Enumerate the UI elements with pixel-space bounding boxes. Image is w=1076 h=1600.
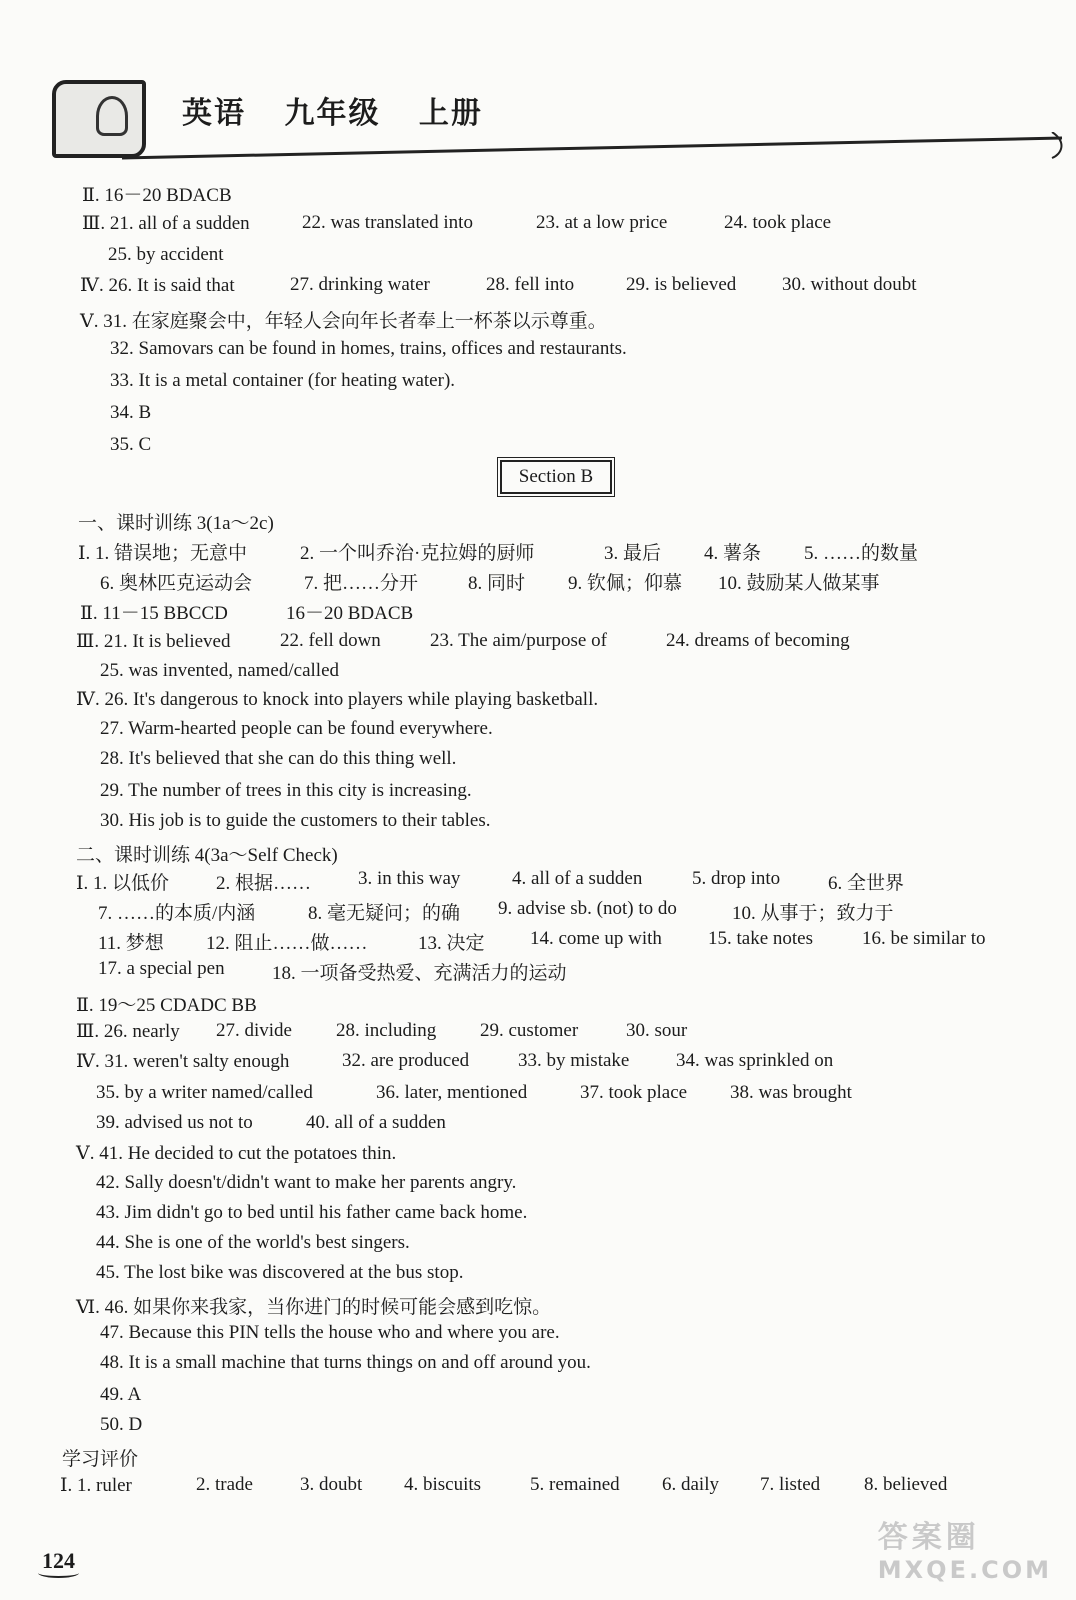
answer-item: 8. believed xyxy=(864,1474,948,1495)
answer-item: 37. took place xyxy=(580,1082,688,1103)
answer-item: 42. Sally doesn't/didn't want to make her parents angry. xyxy=(96,1172,517,1193)
answer-item: 29. customer xyxy=(480,1020,579,1041)
volume-label: 上册 xyxy=(418,96,483,131)
answer-item: Ⅴ. 41. He decided to cut the potatoes thin. xyxy=(76,1143,397,1164)
answer-item: 二、课时训练 4(3a～Self Check) xyxy=(76,845,338,866)
answer-item: 10. 从事于；致力于 xyxy=(732,903,894,924)
answer-item: 8. 同时 xyxy=(468,573,526,594)
answer-item: Ⅱ. 19～25 CDADC BB xyxy=(76,995,257,1016)
page-header xyxy=(52,74,1052,164)
answer-item: 3. doubt xyxy=(300,1474,363,1495)
answer-item: 6. daily xyxy=(662,1474,719,1495)
answer-item: 35. C xyxy=(110,434,152,455)
answer-item: 13. 决定 xyxy=(418,933,485,954)
answer-item: 4. biscuits xyxy=(404,1474,482,1495)
answer-item: Ⅲ. 26. nearly xyxy=(76,1021,180,1042)
answer-item: 38. was brought xyxy=(730,1082,852,1103)
answer-item: 33. by mistake xyxy=(518,1050,630,1071)
answer-item: 3. 最后 xyxy=(604,543,662,564)
answer-item: 5. remained xyxy=(530,1474,620,1495)
answer-item: 8. 毫无疑问；的确 xyxy=(308,903,461,924)
answer-item: 6. 奥林匹克运动会 xyxy=(100,573,253,594)
answer-item: 34. was sprinkled on xyxy=(676,1050,834,1071)
answer-item: Ⅴ. 31. 在家庭聚会中，年轻人会向年长者奉上一杯茶以示尊重。 xyxy=(80,311,607,332)
answer-item: 30. sour xyxy=(626,1020,688,1041)
answer-item: 15. take notes xyxy=(708,928,814,949)
answer-item: 7. ……的本质/内涵 xyxy=(98,903,256,924)
answer-item: 40. all of a sudden xyxy=(306,1112,446,1133)
answer-item: Ⅵ. 46. 如果你来我家，当你进门的时候可能会感到吃惊。 xyxy=(76,1297,552,1318)
answer-item: 25. was invented, named/called xyxy=(100,660,340,681)
answer-item: 24. took place xyxy=(724,212,832,233)
answer-item: 3. in this way xyxy=(358,868,461,889)
watermark-line2: MXQE.COM xyxy=(877,1556,1052,1584)
answer-item: 30. His job is to guide the customers to their tables. xyxy=(100,810,491,831)
answer-item: 12. 阻止……做…… xyxy=(206,933,368,954)
answer-item: 16. be similar to xyxy=(862,928,986,949)
answer-item: 18. 一项备受热爱、充满活力的运动 xyxy=(272,963,567,984)
answer-item: 50. D xyxy=(100,1414,143,1435)
answer-item: 2. trade xyxy=(196,1474,253,1495)
answer-item: Ⅰ. 1. 错误地；无意中 xyxy=(78,543,248,564)
answer-item: 4. all of a sudden xyxy=(512,868,643,889)
answer-item: 47. Because this PIN tells the house who and where you are. xyxy=(100,1322,560,1343)
answer-item: 35. by a writer named/called xyxy=(96,1082,313,1103)
answer-item: 43. Jim didn't go to bed until his father came back home. xyxy=(96,1202,528,1223)
answer-item: 6. 全世界 xyxy=(828,873,905,894)
answer-item: Ⅲ. 21. It is believed xyxy=(76,631,231,652)
answer-item: 11. 梦想 xyxy=(98,933,164,954)
answer-item: 32. are produced xyxy=(342,1050,470,1071)
answer-item: 4. 薯条 xyxy=(704,543,762,564)
subject-label: 英语 xyxy=(182,96,246,131)
answer-item: Ⅱ. 11－15 BBCCD xyxy=(80,603,228,624)
answer-item: 27. divide xyxy=(216,1020,292,1041)
answer-item: 10. 鼓励某人做某事 xyxy=(718,573,880,594)
answer-item: 7. listed xyxy=(760,1474,821,1495)
answer-item: 9. advise sb. (not) to do xyxy=(498,898,677,919)
answer-item: Ⅳ. 26. It's dangerous to knock into players while playing basketball. xyxy=(76,689,599,710)
answer-item: 学习评价 xyxy=(62,1449,139,1470)
answer-item: Ⅱ. 16－20 BDACB xyxy=(82,185,232,206)
answer-item: 29. is believed xyxy=(626,274,737,295)
watermark-line1: 答案圈 xyxy=(877,1520,980,1555)
answer-item: 16－20 BDACB xyxy=(286,603,414,624)
answer-item: 32. Samovars can be found in homes, trains, offices and restaurants. xyxy=(110,338,627,359)
answer-item: 2. 根据…… xyxy=(216,873,312,894)
answer-item: Ⅰ. 1. ruler xyxy=(60,1475,132,1496)
answer-item: 14. come up with xyxy=(530,928,662,949)
answer-item: 22. fell down xyxy=(280,630,381,651)
answer-item: 33. It is a metal container (for heating water). xyxy=(110,370,456,391)
answer-item: 5. ……的数量 xyxy=(804,543,919,564)
answer-item: Ⅳ. 31. weren't salty enough xyxy=(76,1051,290,1072)
answer-item: 39. advised us not to xyxy=(96,1112,253,1133)
answer-item: 25. by accident xyxy=(108,244,224,265)
answer-item: 28. It's believed that she can do this thing well. xyxy=(100,748,457,769)
book-title xyxy=(182,88,509,132)
answer-item: 23. at a low price xyxy=(536,212,668,233)
page-number: 124 xyxy=(42,1548,75,1573)
answer-item: 30. without doubt xyxy=(782,274,917,295)
watermark xyxy=(878,1512,1052,1584)
answer-item: 7. 把……分开 xyxy=(304,573,419,594)
grade-label: 九年级 xyxy=(284,96,381,131)
answer-item: 28. fell into xyxy=(486,274,575,295)
answer-item: 36. later, mentioned xyxy=(376,1082,528,1103)
answer-item: 5. drop into xyxy=(692,868,781,889)
answer-item: 22. was translated into xyxy=(302,212,473,233)
answer-item: 48. It is a small machine that turns things on and off around you. xyxy=(100,1352,591,1373)
answer-item: 一、课时训练 3(1a～2c) xyxy=(78,513,274,534)
answer-item: 2. 一个叫乔治·克拉姆的厨师 xyxy=(300,543,535,564)
answer-item: 45. The lost bike was discovered at the bus stop. xyxy=(96,1262,464,1283)
answer-item: Ⅳ. 26. It is said that xyxy=(80,275,235,296)
answer-item: 44. She is one of the world's best singers. xyxy=(96,1232,410,1253)
answer-item: 29. The number of trees in this city is increasing. xyxy=(100,780,472,801)
section-b-box: Section B xyxy=(500,460,612,494)
answer-item: 23. The aim/purpose of xyxy=(430,630,607,651)
answer-item: 49. A xyxy=(100,1384,142,1405)
answer-item: 28. including xyxy=(336,1020,437,1041)
answer-item: 27. drinking water xyxy=(290,274,430,295)
answer-item: 9. 钦佩；仰慕 xyxy=(568,573,683,594)
answer-item: 24. dreams of becoming xyxy=(666,630,850,651)
answer-item: Ⅰ. 1. 以低价 xyxy=(76,873,170,894)
answer-item: 34. B xyxy=(110,402,152,423)
answer-item: Ⅲ. 21. all of a sudden xyxy=(82,213,250,234)
header-swoosh-icon xyxy=(122,132,1072,162)
answer-item: 17. a special pen xyxy=(98,958,225,979)
answer-item: 27. Warm-hearted people can be found everywhere. xyxy=(100,718,493,739)
